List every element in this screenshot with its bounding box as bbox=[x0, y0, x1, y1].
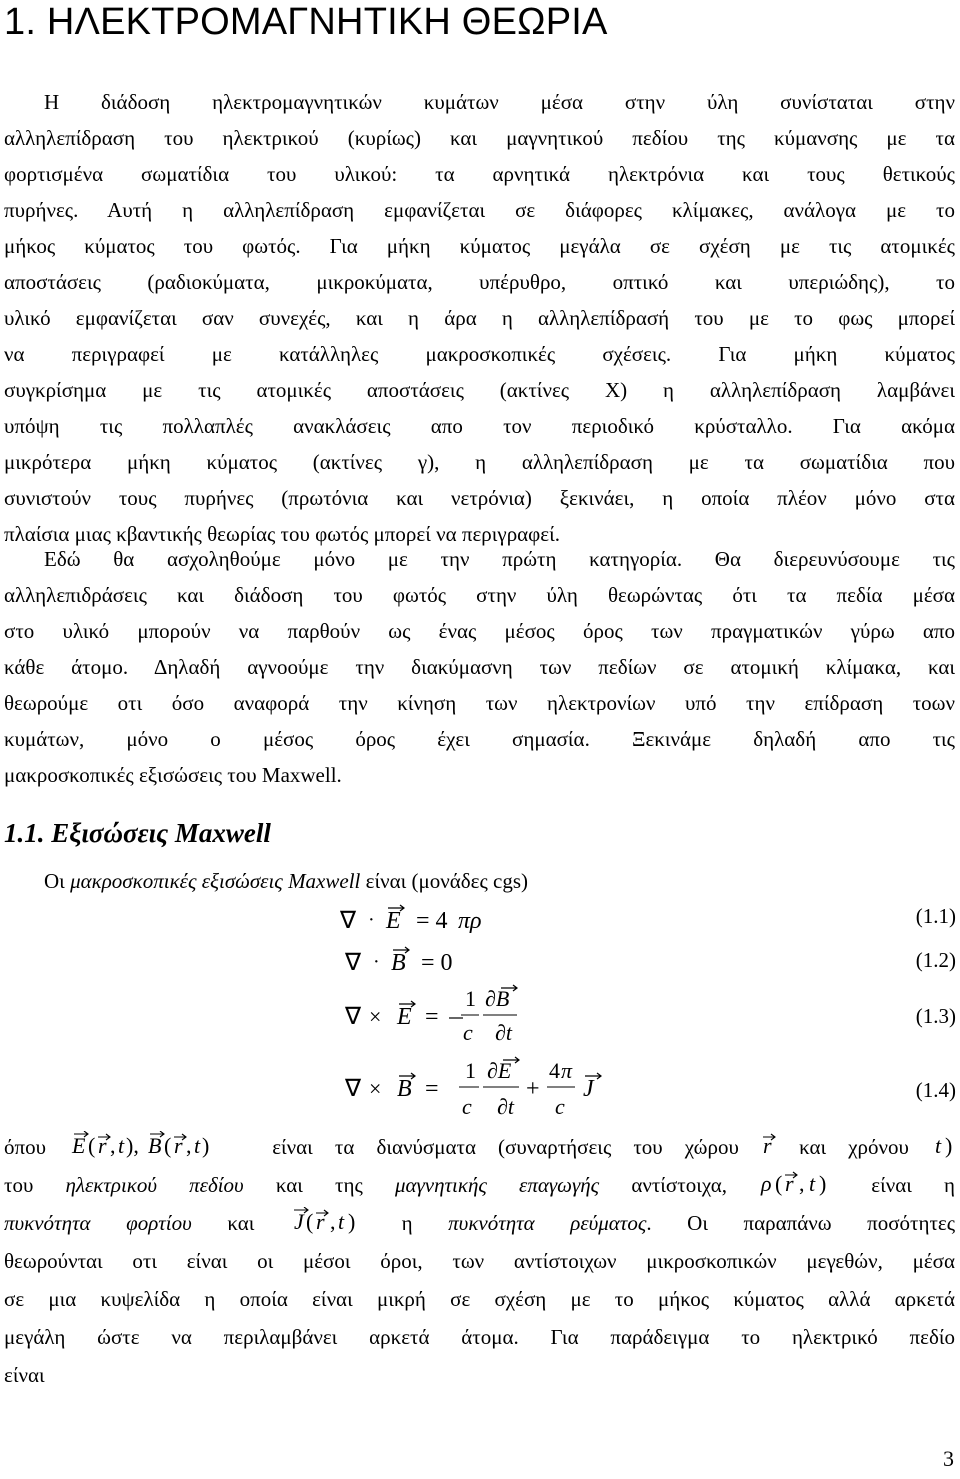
text-line: όπου E ( r , t ), B ( r , t ) είναι τα διανύσματα (συναρτήσεις του χώρου r και χρόνου t ) bbox=[4, 1128, 955, 1166]
charge-density-math bbox=[759, 1169, 839, 1199]
equations-intro: Οι μακροσκοπικές εξισώσεις Maxwell είναι (μονάδες cgs) bbox=[44, 869, 529, 893]
svg-text:J: J bbox=[294, 1209, 304, 1234]
text-line: στο υλικό μπορούν να παρθούν ως ένας μέσος όρος των πραγματικών γύρω απο bbox=[4, 619, 955, 643]
svg-text:∂E: ∂E bbox=[487, 1058, 512, 1083]
text-line: είναι bbox=[4, 1363, 45, 1387]
text-line: του ηλεκτρικού πεδίου και της μαγνητικής επαγωγής αντίστοιχα, ρ ( r , t ) είναι η bbox=[4, 1171, 956, 1197]
chapter-title: 1. ΗΛΕΚΤΡΟΜΑΓΝΗΤΙΚΗ ΘΕΩΡΙΑ bbox=[4, 1, 608, 43]
equation-math bbox=[340, 900, 540, 940]
svg-text:r: r bbox=[762, 1133, 772, 1158]
svg-text:,: , bbox=[330, 1209, 336, 1234]
text-line: πλαίσια μιας κβαντικής θεωρίας του φωτός μπορεί να περιγραφεί. bbox=[4, 522, 561, 546]
svg-text:=: = bbox=[425, 1076, 439, 1102]
svg-text:): ) bbox=[202, 1133, 210, 1158]
svg-text:r: r bbox=[316, 1209, 325, 1234]
equation-math bbox=[345, 940, 505, 980]
equation-number: (1.3) bbox=[915, 1004, 956, 1028]
text-line: κυμάτων, μόνο ο μέσος όρος έχει σημασία. Ξεκινάμε δηλαδή απο τις bbox=[4, 727, 955, 751]
equation-math bbox=[345, 984, 545, 1048]
svg-text:E: E bbox=[386, 908, 401, 934]
text-line: υπόψη τις πολλαπλές ανακλάσεις απο τον περιοδικό κρύσταλλο. Για ακόμα bbox=[4, 414, 955, 438]
svg-text:t: t bbox=[935, 1133, 942, 1158]
svg-text:B: B bbox=[391, 950, 406, 976]
svg-text:,: , bbox=[186, 1133, 192, 1158]
svg-text:J: J bbox=[583, 1076, 594, 1102]
text-line: αποστάσεις (ραδιοκύματα, μικροκύματα, υπέρυθρο, οπτικό και υπεριώδης), το bbox=[4, 270, 955, 294]
svg-text:c: c bbox=[462, 1094, 472, 1119]
svg-text:= 4: = 4 bbox=[416, 908, 448, 934]
svg-text:∂t: ∂t bbox=[497, 1094, 514, 1119]
svg-text:×: × bbox=[369, 1076, 382, 1101]
text-line: μεγάλη ώστε να περιλαμβάνει αρκετά άτομα. Για παράδειγμα το ηλεκτρικό πεδίο bbox=[4, 1325, 955, 1349]
text-line: φορτισμένα σωματίδια του υλικού: τα αρνητικά ηλεκτρόνια και τους θετικούς bbox=[4, 162, 955, 186]
text-line: Εδώ θα ασχοληθούμε μόνο με την πρώτη κατηγορία. Θα διερευνύσουμε τις bbox=[44, 547, 955, 571]
svg-text:E: E bbox=[72, 1133, 86, 1158]
svg-text:): ) bbox=[348, 1209, 356, 1234]
svg-text:r: r bbox=[785, 1171, 794, 1196]
italic-term: μακροσκοπικές εξισώσεις Maxwell bbox=[70, 869, 361, 893]
text-line: κάθε άτομο. Δηλαδή αγνοούμε την διακύμασνη των πεδίων σε ατομική κλίμακα, και bbox=[4, 655, 955, 679]
text-line: συνιστούν τους πυρήνες (πρωτόνια και νετρόνια) ξεκινάει, η οποία πλέον μόνο στα bbox=[4, 486, 955, 510]
equation-1-1 bbox=[0, 900, 960, 940]
svg-text:c: c bbox=[555, 1094, 565, 1119]
paragraph-intro bbox=[4, 84, 955, 552]
text-line: μήκος κύματος του φωτός. Για μήκη κύματος μεγάλα σε σχέση με τις ατομικές bbox=[4, 234, 955, 258]
text-line: θεωρούνται οτι είναι οι μέσοι όροι, των αντίστοιχων μικροσκοπικών μεγεθών, μέσα bbox=[4, 1249, 955, 1273]
text-line: σε μια κυψελίδα η οποία είναι μικρή σε σχέση με το μήκος κύματος αλλά αρκετά bbox=[4, 1287, 955, 1311]
svg-text:E: E bbox=[397, 1004, 412, 1030]
section-title: 1.1. Εξισώσεις Maxwell bbox=[4, 818, 271, 848]
text-line: θεωρούμε οτι όσο αναφορά την κίνηση των ηλεκτρονίων υπό την επίδραση τοων bbox=[4, 691, 955, 715]
svg-text:∂t: ∂t bbox=[495, 1020, 512, 1045]
svg-text:=: = bbox=[425, 1004, 439, 1030]
text-line: μικρότερα μήκη κύματος (ακτίνες γ), η αλληλεπίδραση με τα σωματίδια που bbox=[4, 450, 955, 474]
svg-text:t: t bbox=[809, 1171, 816, 1196]
svg-text:∇: ∇ bbox=[345, 1004, 362, 1030]
equation-1-4 bbox=[0, 1056, 960, 1122]
time-t-math bbox=[931, 1131, 955, 1161]
svg-text:,: , bbox=[110, 1133, 116, 1158]
svg-text:·: · bbox=[373, 951, 380, 973]
paragraph-definitions bbox=[4, 1128, 955, 1394]
svg-text:B: B bbox=[397, 1076, 412, 1102]
svg-text:): ) bbox=[945, 1133, 953, 1158]
field-vectors-math bbox=[68, 1131, 250, 1161]
text-line: να περιγραφεί με κατάλληλες μακροσκοπικές σχέσεις. Για μήκη κύματος bbox=[4, 342, 955, 366]
svg-text:ρ: ρ bbox=[761, 1171, 772, 1196]
equation-1-3 bbox=[0, 984, 960, 1048]
svg-text:(: ( bbox=[775, 1171, 783, 1196]
svg-text:t: t bbox=[118, 1133, 125, 1158]
text-line: πυκνότητα φορτίου και J ( r , t ) η πυκνότητα ρεύματος. Οι παραπάνω ποσότητες bbox=[4, 1209, 956, 1235]
equation-1-2 bbox=[0, 940, 960, 980]
paragraph-scope bbox=[4, 541, 955, 793]
svg-text:×: × bbox=[369, 1004, 382, 1029]
svg-text:∇: ∇ bbox=[345, 1076, 362, 1102]
svg-text:(: ( bbox=[306, 1209, 314, 1234]
svg-text:4: 4 bbox=[549, 1058, 560, 1083]
svg-text:),: ), bbox=[126, 1133, 139, 1158]
svg-text:): ) bbox=[819, 1171, 827, 1196]
svg-text:r: r bbox=[98, 1133, 107, 1158]
svg-text:,: , bbox=[799, 1171, 805, 1196]
svg-text:·: · bbox=[368, 909, 375, 931]
text-line: συγκρίσημα με τις ατομικές αποστάσεις (ακτίνες Χ) η αλληλεπίδραση λαμβάνει bbox=[4, 378, 955, 402]
equation-math bbox=[345, 1056, 605, 1122]
svg-text:∂B: ∂B bbox=[485, 986, 510, 1011]
equation-number: (1.4) bbox=[915, 1078, 956, 1102]
svg-text:π: π bbox=[561, 1058, 573, 1083]
svg-text:∇: ∇ bbox=[345, 950, 362, 976]
text-line: αλληλεπίδραση του ηλεκτρικού (κυρίως) και μαγνητικού πεδίου της κύμανσης με τα bbox=[4, 126, 955, 150]
svg-text:1: 1 bbox=[465, 986, 476, 1011]
svg-text:∇: ∇ bbox=[340, 908, 357, 934]
equation-number: (1.1) bbox=[915, 904, 956, 928]
svg-text:t: t bbox=[338, 1209, 345, 1234]
text-line: πυρήνες. Αυτή η αλληλεπίδραση εμφανίζεται σε διάφορες κλίμακες, ανάλογα με το bbox=[4, 198, 955, 222]
text-line: μακροσκοπικές εξισώσεις του Maxwell. bbox=[4, 763, 342, 787]
text-line: υλικό εμφανίζεται σαν συνεχές, και η άρα η αλληλεπίδρασή του με το φως μπορεί bbox=[4, 306, 955, 330]
svg-text:1: 1 bbox=[465, 1058, 476, 1083]
svg-text:(: ( bbox=[164, 1133, 172, 1158]
svg-text:πρ: πρ bbox=[458, 908, 482, 934]
current-density-math bbox=[290, 1207, 366, 1237]
page-number: 3 bbox=[943, 1446, 954, 1471]
svg-text:c: c bbox=[463, 1020, 473, 1045]
text-line: αλληλεπιδράσεις και διάδοση του φωτός στην ύλη θεωρώντας ότι τα πεδία μέσα bbox=[4, 583, 955, 607]
svg-text:= 0: = 0 bbox=[421, 950, 453, 976]
svg-text:B: B bbox=[148, 1133, 162, 1158]
equation-number: (1.2) bbox=[915, 948, 956, 972]
svg-text:(: ( bbox=[88, 1133, 96, 1158]
svg-text:r: r bbox=[174, 1133, 183, 1158]
svg-text:+: + bbox=[526, 1076, 540, 1102]
vector-r-math bbox=[761, 1131, 777, 1161]
text-line: Η διάδοση ηλεκτρομαγνητικών κυμάτων μέσα στην ύλη συνίσταται στην bbox=[44, 90, 955, 114]
svg-text:t: t bbox=[194, 1133, 201, 1158]
